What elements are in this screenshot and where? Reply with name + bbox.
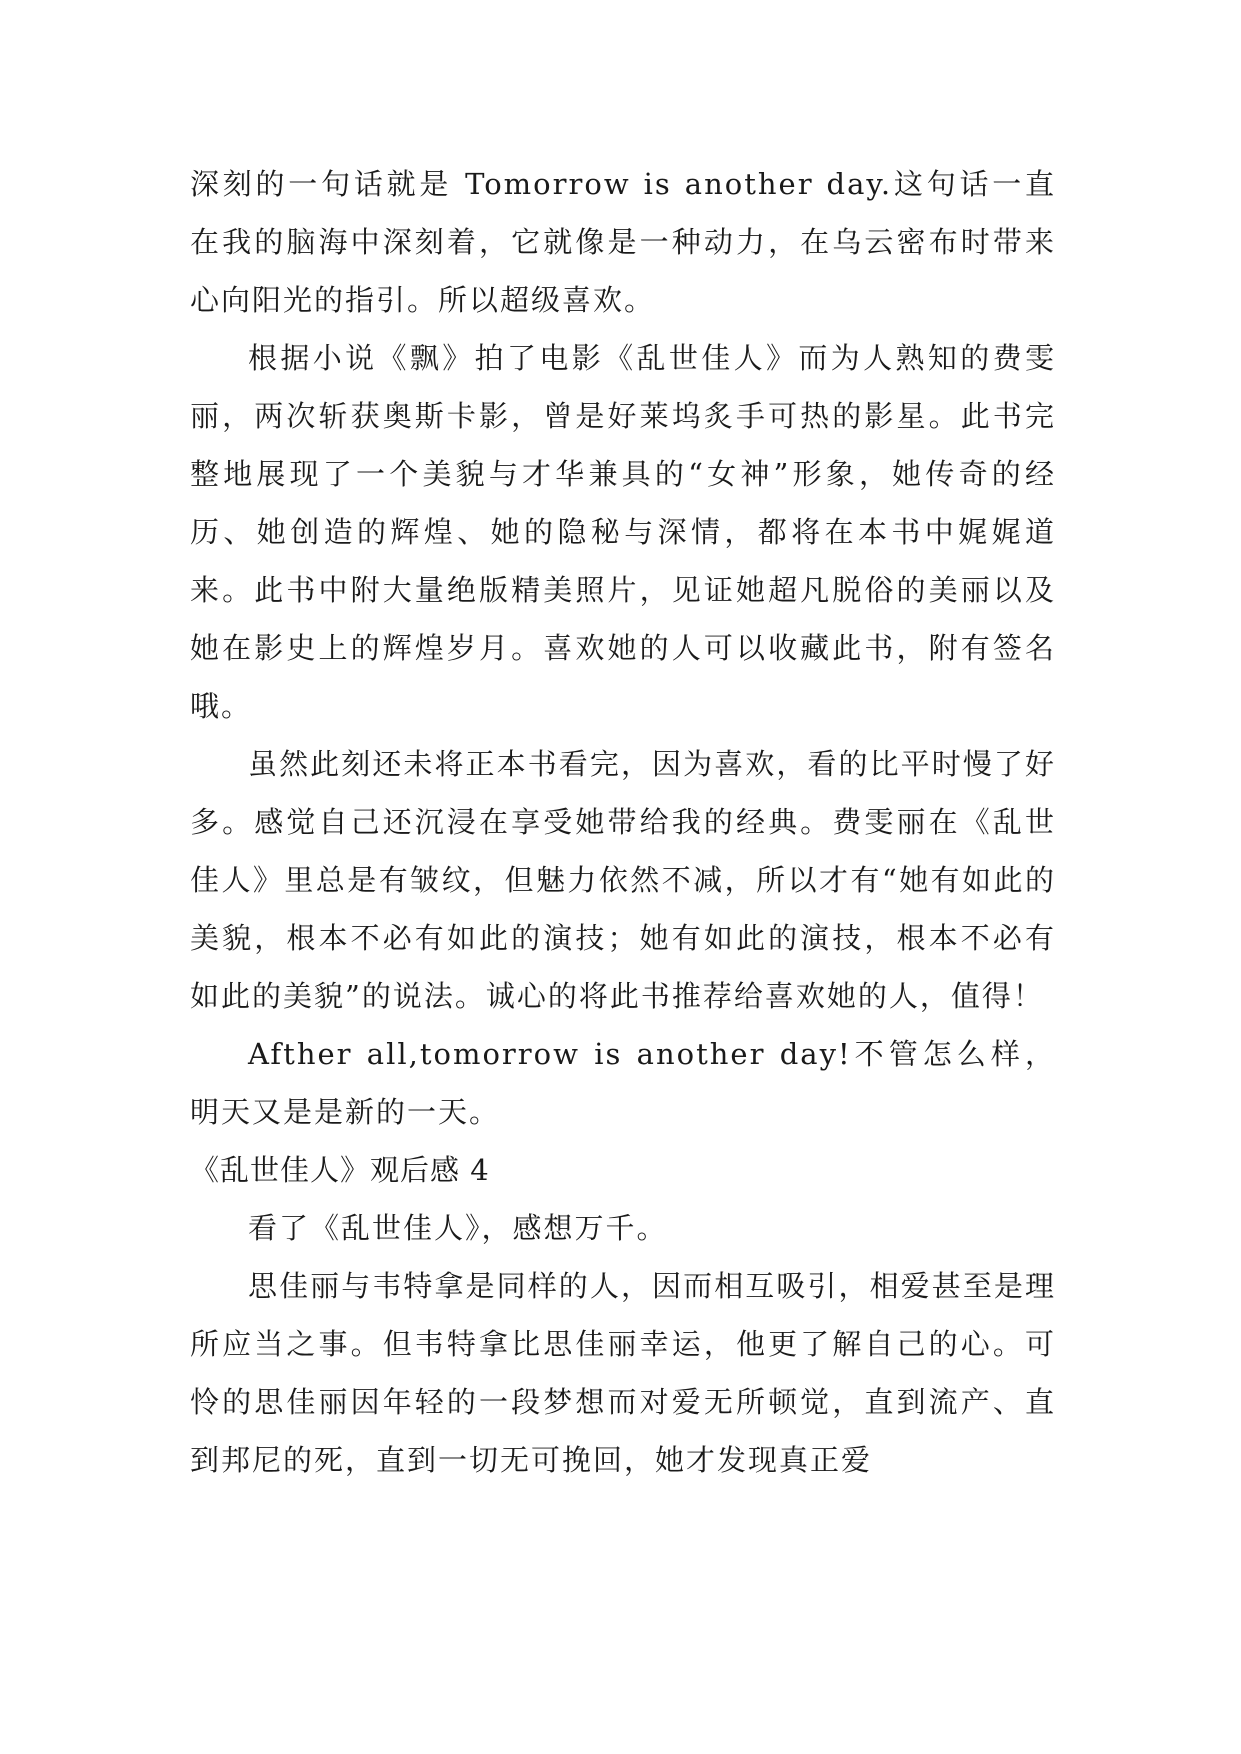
paragraph: 看了《乱世佳人》，感想万千。 [248, 1211, 668, 1245]
paragraph: Afther all,tomorrow is another day!不管怎么样，明天又是是新的一天。 [190, 1037, 1056, 1129]
paragraph: 思佳丽与韦特拿是同样的人，因而相互吸引，相爱甚至是理所应当之事。但韦特拿比思佳丽幸运，他更了解自己的心。可怜的思佳丽因年轻的一段梦想而对爱无所顿觉，直到流产、直到邦尼的死，直到一切无可挽回，她才发现真正爱 [190, 1269, 1056, 1477]
section-title: 《乱世佳人》观后感 4 [190, 1153, 490, 1187]
paragraph: 根据小说《飘》拍了电影《乱世佳人》而为人熟知的费雯丽，两次斩获奥斯卡影，曾是好莱坞炙手可热的影星。此书完整地展现了一个美貌与才华兼具的“女神”形象，她传奇的经历、她创造的辉煌、她的隐秘与深情，都将在本书中娓娓道来。此书中附大量绝版精美照片，见证她超凡脱俗的美丽以及她在影史上的辉煌岁月。喜欢她的人可以收藏此书，附有签名哦。 [190, 341, 1056, 723]
paragraph: 虽然此刻还未将正本书看完，因为喜欢，看的比平时慢了好多。感觉自己还沉浸在享受她带给我的经典。费雯丽在《乱世佳人》里总是有皱纹，但魅力依然不减，所以才有“她有如此的美貌，根本不必有如此的演技；她有如此的演技，根本不必有如此的美貌”的说法。诚心的将此书推荐给喜欢她的人，值得！ [190, 747, 1056, 1013]
paragraph: 深刻的一句话就是 Tomorrow is another day.这句话一直在我的脑海中深刻着，它就像是一种动力，在乌云密布时带来心向阳光的指引。所以超级喜欢。 [190, 167, 1056, 317]
document-body [190, 155, 1056, 1489]
